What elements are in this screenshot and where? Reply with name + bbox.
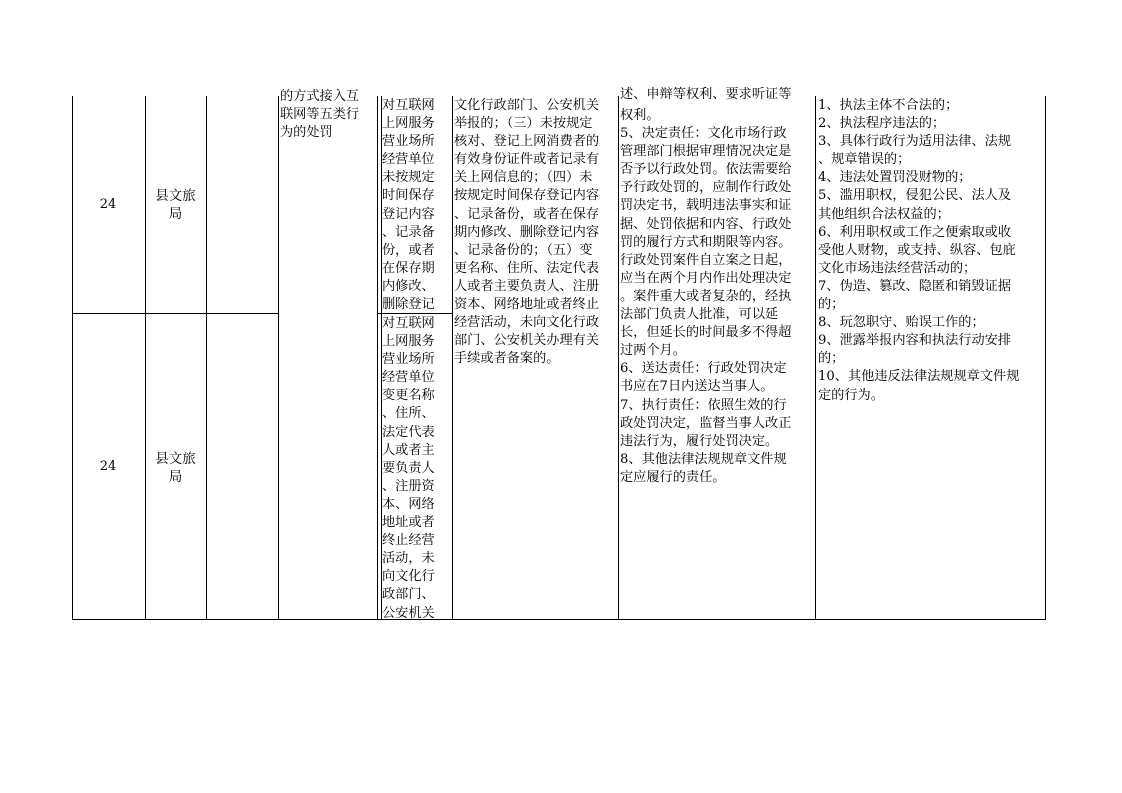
legal-basis-cell: 文化行政部门、公安机关 举报的；（三）未按规定 核对、登记上网消费者的 有效身份证件或者记录有 关上网信息的；（四）未 按规定时间保存登记内容 、记录备份，或者在保存 期内修改、删除登记内容 、记录备份的；（五）变 更名称、住所、法定代表 人或者主要负责人、注册 资本、网络地址或者终止 经营活动，未向文化行政 部门、公安机关办理有关 手续或者备案的。	[454, 98, 600, 367]
sub-item-cell: 对互联网 上网服务 营业场所 经营单位 变更名称 、住所、 法定代表 人或者主 要负责人 、注册资 本、网络 地址或者 终止经营 活动，未 向文化行 政部门、 公安机关	[382, 316, 435, 621]
duty-cell: 权利。 5、决定责任：文化市场行政 管理部门根据审理情况决定是 否予以行政处罚。依法需要给 予行政处罚的，应制作行政处 罚决定书，载明违法事实和证 据、处罚依据和内容、行政处 罚的履行方式和期限等内容。 行政处罚案件自立案之日起， 应当在两个月内作出处理决定 。案件重大或者复杂的，经执 法部门负责人批准，可以延 长，但延长的时间最多不得超 过两个月。 6、送达责任：行政处罚决定 书应在7日内送达当事人。 7、执行责任：依照生效的行 政处罚决定，监督当事人改正 违法行为，履行处罚决定。 8、其他法律法规规章文件规 定应履行的责任。	[620, 108, 792, 485]
accountability-cell: 1、执法主体不合法的； 2、执法程序违法的； 3、具体行政行为适用法律、法规 、规章错误的； 4、违法处置罚没财物的； 5、滥用职权，侵犯公民、法人及 其他组织合法权益的； 6、利用职权或工作之便索取或收 受他人财物，或支持、纵容、包庇 文化市场违法经营活动的； 7、伪造、篡改、隐匿和销毁证据 的； 8、玩忽职守、贻误工作的； 9、泄露举报内容和执法行动安排 的； 10、其他违反法律法规规章文件规 定的行为。	[818, 98, 1020, 403]
organization-cell: 县文旅 局	[155, 188, 196, 222]
column-divider	[278, 96, 279, 619]
duty-clipped-line	[620, 87, 816, 104]
category-cell	[280, 89, 376, 156]
column-divider	[377, 96, 378, 619]
column-divider	[452, 96, 453, 619]
column-divider	[618, 96, 619, 619]
category-text: 的方式接入互 联网等五类行 为的处罚	[280, 89, 360, 141]
sub-item-cell: 对互联网 上网服务 营业场所 经营单位 未按规定 时间保存 登记内容 、记录备 份，或者 在保存期 内修改、 删除登记	[382, 98, 435, 313]
organization-cell: 县文旅 局	[155, 451, 196, 485]
row-divider	[73, 313, 278, 314]
row-index: 24	[99, 459, 117, 474]
column-divider	[206, 96, 207, 619]
column-divider	[145, 96, 146, 619]
row-index: 24	[99, 197, 117, 212]
duty-clipped-text: 述、申辩等权利、要求听证等	[620, 87, 792, 102]
